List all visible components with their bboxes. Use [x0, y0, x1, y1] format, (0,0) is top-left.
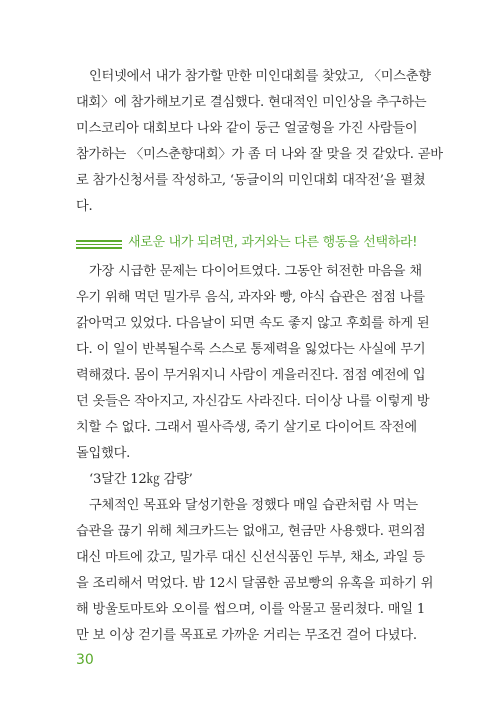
paragraph2-line: 력해졌다. 몸이 무거워지니 사람이 게을러진다. 점점 예전에 입 — [76, 368, 426, 383]
paragraph3-line: 구체적인 목표와 달성기한을 정했다 매일 습관처럼 사 먹는 — [76, 498, 418, 513]
paragraph3-line: 해 방울토마토와 오이를 썹으며, 이를 악물고 물리쳤다. 매일 1 — [76, 602, 426, 617]
section-heading: 새로운 내가 되려면, 과거와는 다른 행동을 선택하라! — [128, 235, 418, 250]
paragraph3-line: 을 조리해서 먹었다. 밤 12시 달콤한 곰보빵의 유혹을 피하기 위 — [76, 576, 434, 591]
paragraph3-line: 대신 마트에 갔고, 밀가루 대신 신선식품인 두부, 채소, 과일 등 — [76, 550, 425, 565]
paragraph1-line: 인터넷에서 내가 참가할 만한 미인대회를 찾았고, 〈미스춘향 — [76, 69, 431, 84]
paragraph1-line: 다. — [76, 199, 93, 214]
paragraph2-line: 돌입했다. — [76, 446, 131, 461]
paragraph2-line: 우기 위해 먹던 밀가루 음식, 과자와 빵, 야식 습관은 점점 나를 — [76, 290, 425, 305]
paragraph3-line: 습관을 끊기 위해 체크카드는 없애고, 현금만 사용했다. 편의점 — [76, 524, 426, 539]
paragraph2-line: 다. 이 일이 반복될수록 스스로 통제력을 잃었다는 사실에 무기 — [76, 342, 426, 357]
paragraph1-line: 로 참가신청서를 작성하고, ‘동글이의 미인대회 대작전’을 펼쳤 — [76, 173, 426, 188]
heading-decoration-lines — [76, 240, 122, 248]
paragraph2-line: 갉아먹고 있었다. 다음날이 되면 속도 좋지 않고 후회를 하게 된 — [76, 316, 430, 331]
paragraph2-line: 치할 수 없다. 그래서 필사즉생, 죽기 살기로 다이어트 작전에 — [76, 420, 417, 435]
page-number: 30 — [76, 652, 94, 668]
paragraph1-line: 참가하는 〈미스춘향대회〉가 좀 더 나와 잘 맞을 것 같았다. 곧바 — [76, 147, 443, 162]
paragraph2-line: 던 옷들은 작아지고, 자신감도 사라진다. 더이상 나를 이렇게 방 — [76, 394, 430, 409]
paragraph3-line: 만 보 이상 걷기를 목표로 가까운 거리는 무조건 걸어 다녔다. — [76, 628, 417, 643]
goal-quote: ‘3달간 12㎏ 감량’ — [76, 472, 193, 487]
paragraph1-line: 미스코리아 대회보다 나와 같이 둥근 얼굴형을 가진 사람들이 — [76, 121, 418, 136]
paragraph1-line: 대회〉에 참가해보기로 결심했다. 현대적인 미인상을 추구하는 — [76, 95, 427, 110]
paragraph2-line: 가장 시급한 문제는 다이어트였다. 그동안 허전한 마음을 채 — [76, 264, 422, 279]
